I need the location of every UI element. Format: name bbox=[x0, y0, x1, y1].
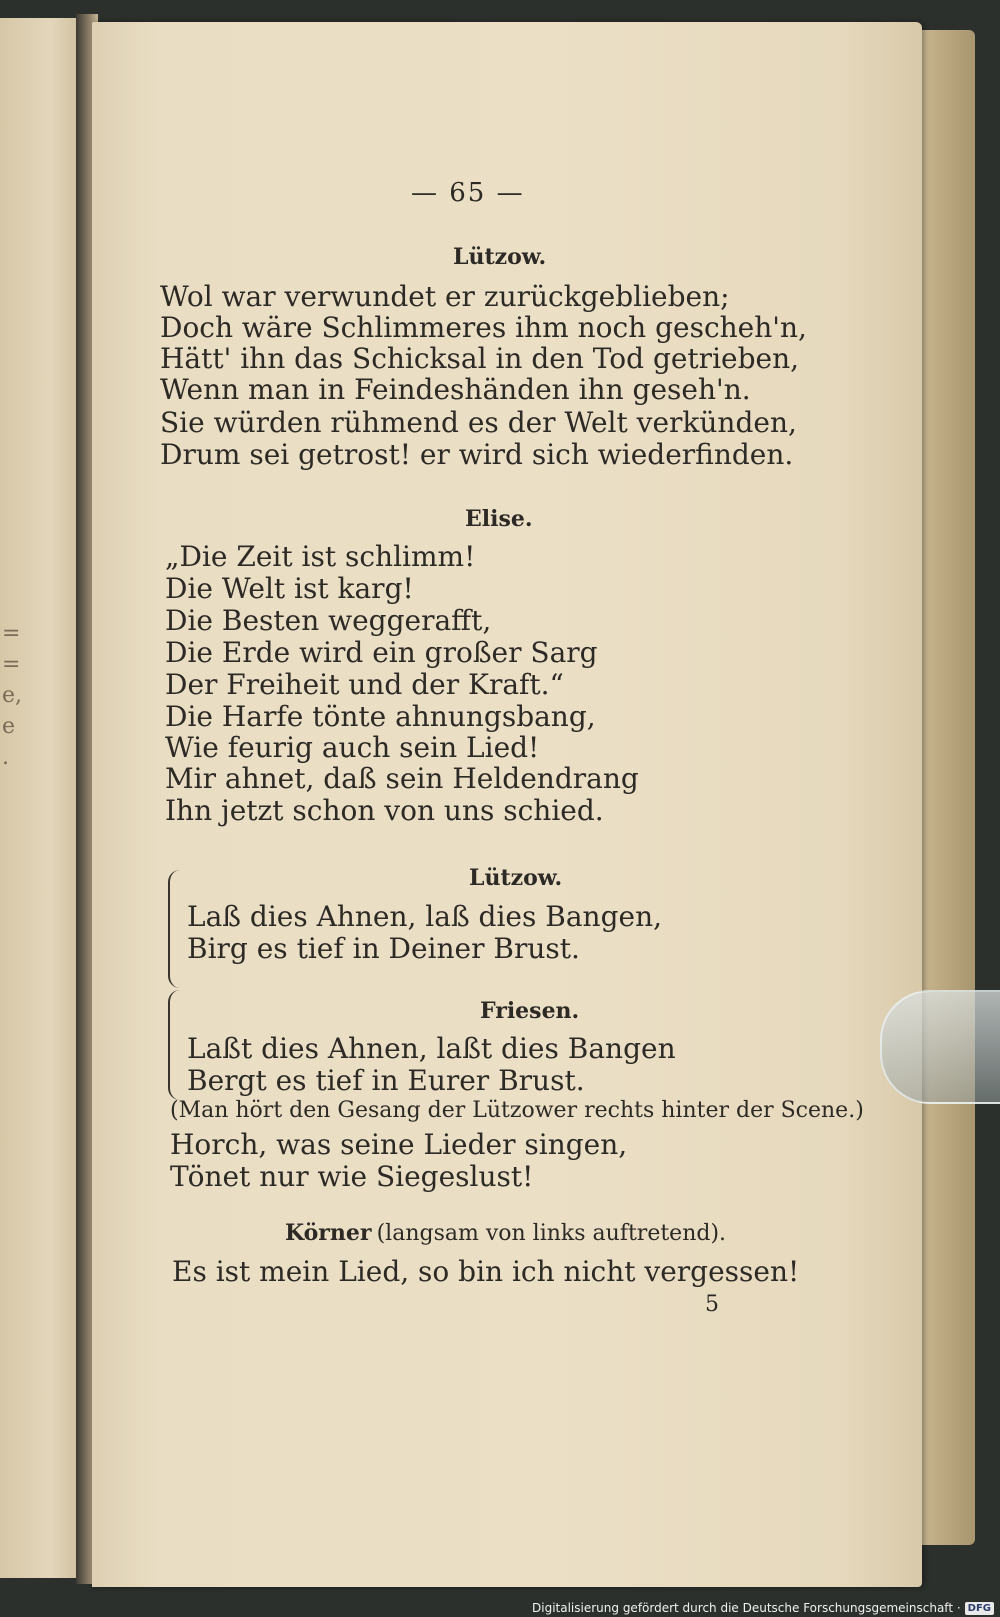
verse-line: Wie feurig auch sein Lied! bbox=[165, 731, 540, 764]
verse-line: „Die Zeit ist schlimm! bbox=[165, 540, 476, 573]
verse-line: Wenn man in Feindeshänden ihn geseh'n. bbox=[160, 373, 751, 406]
speaker-luetzow-2: Lützow. bbox=[469, 865, 563, 891]
speaker-elise: Elise. bbox=[465, 506, 533, 532]
verse-line: Tönet nur wie Siegeslust! bbox=[170, 1160, 534, 1193]
verse-line: Die Erde wird ein großer Sarg bbox=[165, 636, 598, 669]
verse-line: Laßt dies Ahnen, laßt dies Bangen bbox=[187, 1032, 676, 1065]
koerner-direction: (langsam von links auftretend). bbox=[376, 1221, 727, 1246]
speaker-luetzow-1: Lützow. bbox=[453, 244, 547, 270]
footer-credit bbox=[532, 1601, 994, 1615]
footer-text: Digitalisierung gefördert durch die Deutsche Forschungsgemeinschaft · bbox=[532, 1601, 961, 1615]
stage-direction: (Man hört den Gesang der Lützower rechts hinter der Scene.) bbox=[170, 1098, 864, 1123]
verse-line: Doch wäre Schlimmeres ihm noch gescheh'n, bbox=[160, 311, 807, 344]
chorus-bracket-top bbox=[168, 870, 184, 988]
page-number-top: — 65 — bbox=[411, 178, 525, 208]
page-stack-edge bbox=[920, 30, 975, 1545]
verse-line: Mir ahnet, daß sein Heldendrang bbox=[165, 762, 639, 795]
koerner-entrance bbox=[285, 1220, 726, 1246]
verse-line: Es ist mein Lied, so bin ich nicht vergessen! bbox=[172, 1255, 800, 1288]
verse-line: Laß dies Ahnen, laß dies Bangen, bbox=[187, 900, 663, 933]
verse-line: Birg es tief in Deiner Brust. bbox=[187, 932, 580, 965]
verse-line: Hätt' ihn das Schicksal in den Tod getrieben, bbox=[160, 342, 800, 375]
verse-line: Sie würden rühmend es der Welt verkünden, bbox=[160, 406, 797, 439]
left-page-edge bbox=[0, 18, 84, 1578]
signature-mark: 5 bbox=[705, 1292, 719, 1317]
speaker-friesen: Friesen. bbox=[480, 998, 580, 1024]
page-clip bbox=[880, 990, 1000, 1104]
verse-line: Die Harfe tönte ahnungsbang, bbox=[165, 700, 596, 733]
verse-line: Wol war verwundet er zurückgeblieben; bbox=[160, 280, 730, 313]
verse-line: Der Freiheit und der Kraft.“ bbox=[165, 668, 564, 701]
speaker-koerner: Körner bbox=[285, 1220, 372, 1246]
chorus-bracket-bottom bbox=[168, 990, 184, 1100]
verse-line: Horch, was seine Lieder singen, bbox=[170, 1128, 628, 1161]
verse-line: Bergt es tief in Eurer Brust. bbox=[187, 1064, 585, 1097]
verse-line: Ihn jetzt schon von uns schied. bbox=[165, 794, 604, 827]
verse-line: Die Welt ist karg! bbox=[165, 572, 414, 605]
verse-line: Die Besten weggerafft, bbox=[165, 604, 492, 637]
dfg-logo-icon: DFG bbox=[965, 1602, 994, 1615]
left-page-marks: = = e, e . bbox=[2, 621, 23, 770]
verse-line: Drum sei getrost! er wird sich wiederfinden. bbox=[160, 438, 794, 471]
